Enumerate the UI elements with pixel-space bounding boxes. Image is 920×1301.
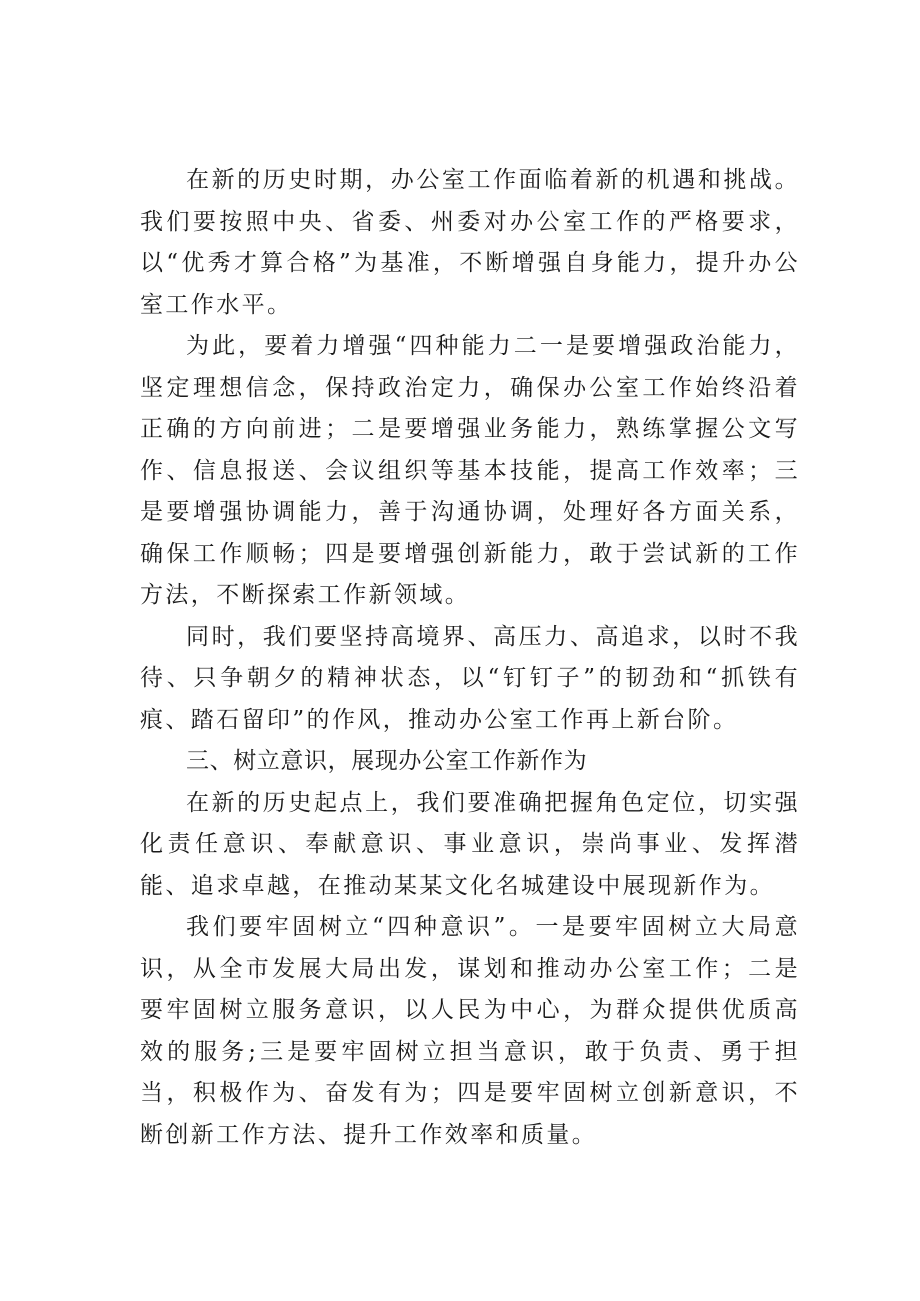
paragraph-four-abilities: 为此，要着力增强“四种能力二一是要增强政治能力，坚定理想信念，保持政治定力，确保办公室工作始终沿着正确的方向前进；二是要增强业务能力，熟练掌握公文写作、信息报送、会议组织等基本技能，提高工作效率；三是要增强协调能力，善于沟通协调，处理好各方面关系，确保工作顺畅；四是要增强创新能力，敢于尝试新的工作方法，不断探索工作新领域。 <box>140 333 800 608</box>
paragraph-role-positioning: 在新的历史起点上，我们要准确把握角色定位，切实强化责任意识、奉献意识、事业意识，崇尚事业、发挥潜能、追求卓越，在推动某某文化名城建设中展现新作为。 <box>140 789 800 899</box>
document-body <box>140 160 800 1156</box>
paragraph-four-awareness: 我们要牢固树立“四种意识”。一是要牢固树立大局意识，从全市发展大局出发，谋划和推动办公室工作；二是要牢固树立服务意识，以人民为中心，为群众提供优质高效的服务;三是要牢固树立担当意识，敢于负责、勇于担当，积极作为、奋发有为；四是要牢固树立创新意识，不断创新工作方法、提升工作效率和质量。 <box>140 914 800 1148</box>
section-heading: 三、树立意识，展现办公室工作新作为 <box>186 748 588 774</box>
paragraph-work-style: 同时，我们要坚持高境界、高压力、高追求，以时不我待、只争朝夕的精神状态，以“钉钉子”的韧劲和“抓铁有痕、踏石留印”的作风，推动办公室工作再上新台阶。 <box>140 623 800 733</box>
paragraph-opportunities: 在新的历史时期，办公室工作面临着新的机遇和挑战。我们要按照中央、省委、州委对办公室工作的严格要求，以“优秀才算合格”为基准，不断增强自身能力，提升办公室工作水平。 <box>140 167 800 318</box>
